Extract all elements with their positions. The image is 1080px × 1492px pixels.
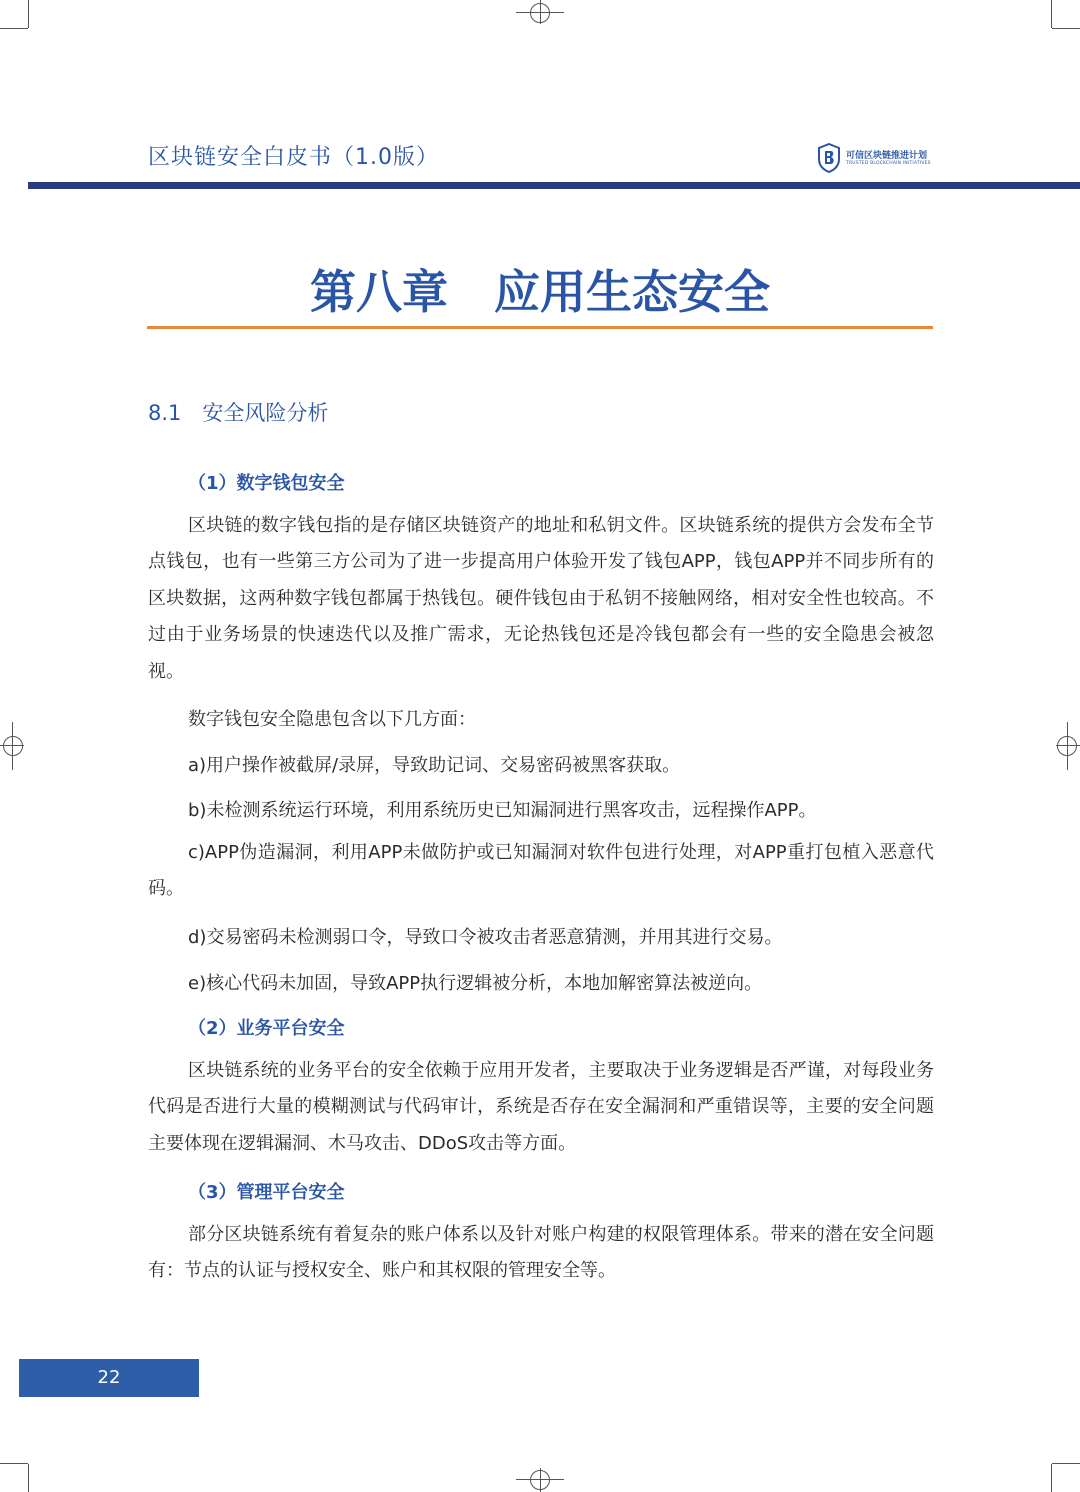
shield-logo-icon	[818, 143, 840, 173]
list-item: d)交易密码未检测弱口令，导致口令被攻击者恶意猜测，并用其进行交易。	[188, 927, 783, 948]
document-title: 区块链安全白皮书（1.0版）	[148, 145, 439, 170]
chapter-rule	[147, 326, 933, 329]
header-rule	[28, 182, 1080, 189]
list-item: b)未检测系统运行环境，利用系统历史已知漏洞进行黑客攻击，远程操作APP。	[188, 800, 817, 821]
list-item: c)APP伪造漏洞，利用APP未做防护或已知漏洞对软件包进行处理，对APP重打包植入恶意代码。	[148, 842, 934, 900]
paragraph: 部分区块链系统有着复杂的账户体系以及针对账户构建的权限管理体系。带来的潜在安全问题有：节点的认证与授权安全、账户和其权限的管理安全等。	[148, 1224, 934, 1282]
subsection-title: （1）数字钱包安全	[188, 473, 345, 494]
logo-text-cn: 可信区块链推进计划	[846, 151, 928, 161]
crop-mark	[28, 0, 29, 28]
subsection-title: （2）业务平台安全	[188, 1018, 345, 1039]
chapter-title: 第八章 应用生态安全	[310, 265, 770, 319]
crop-mark	[1052, 1463, 1080, 1464]
list-item: e)核心代码未加固，导致APP执行逻辑被分析，本地加解密算法被逆向。	[188, 973, 763, 994]
crop-mark	[1051, 1464, 1052, 1492]
section-title: 8.1 安全风险分析	[148, 401, 329, 425]
paragraph: 区块链的数字钱包指的是存储区块链资产的地址和私钥文件。区块链系统的提供方会发布全节点钱包，也有一些第三方公司为了进一步提高用户体验开发了钱包APP，钱包APP并不同步所有的区块数据，这两种数字钱包都属于热钱包。硬件钱包由于私钥不接触网络，相对安全性也较高。不过由于业务场景的快速迭代以及推广需求，无论热钱包还是冷钱包都会有一些的安全隐患会被忽视。	[148, 515, 934, 682]
logo-text-en: TRUSTED BLOCKCHAIN INITIATIVES	[846, 161, 931, 166]
page-number-box	[19, 1359, 199, 1397]
list-intro: 数字钱包安全隐患包含以下几方面：	[188, 709, 476, 730]
crop-mark	[1052, 28, 1080, 29]
trusted-blockchain-logo	[818, 142, 936, 174]
paragraph: 区块链系统的业务平台的安全依赖于应用开发者，主要取决于业务逻辑是否严谨，对每段业务代码是否进行大量的模糊测试与代码审计，系统是否存在安全漏洞和严重错误等，主要的安全问题主要体现在逻辑漏洞、木马攻击、DDoS攻击等方面。	[148, 1060, 934, 1154]
page-number: 22	[97, 1367, 121, 1388]
crop-mark	[28, 1464, 29, 1492]
crop-mark	[1051, 0, 1052, 28]
list-item: a)用户操作被截屏/录屏，导致助记词、交易密码被黑客获取。	[188, 755, 681, 776]
subsection-title: （3）管理平台安全	[188, 1182, 345, 1203]
crop-mark	[0, 1463, 28, 1464]
crop-mark	[0, 28, 28, 29]
